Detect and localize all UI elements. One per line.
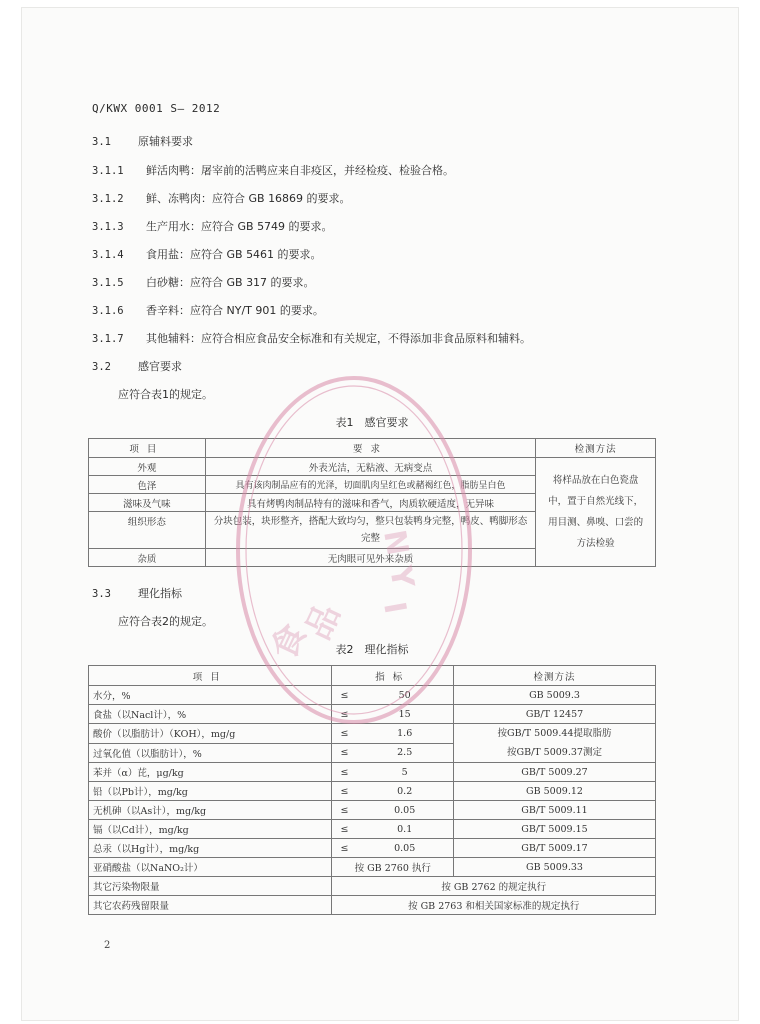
column-header: 指标 bbox=[332, 666, 454, 686]
clause-3-1-1 bbox=[92, 162, 454, 178]
column-header: 检测方法 bbox=[536, 439, 656, 458]
limit-cell: 2.5 bbox=[356, 743, 453, 763]
table-row bbox=[89, 820, 656, 839]
comparator-cell: ≤ bbox=[332, 763, 356, 782]
requirement-cell: 具有该肉制品应有的光泽，切面肌肉呈红色或赭褐红色，脂肪呈白色 bbox=[205, 476, 535, 494]
section-number: 3.2 bbox=[92, 361, 111, 373]
comparator-cell: ≤ bbox=[332, 743, 356, 763]
section-title: 原辅料要求 bbox=[138, 135, 193, 148]
item-cell: 其它污染物限量 bbox=[89, 877, 332, 896]
table-row bbox=[89, 724, 656, 744]
clause-text: 香辛料：应符合 NY/T 901 的要求。 bbox=[146, 304, 324, 317]
section-title: 理化指标 bbox=[138, 587, 182, 600]
clause-text: 其他辅料：应符合相应食品安全标准和有关规定，不得添加非食品原料和辅料。 bbox=[146, 332, 531, 345]
requirement-cell: 具有烤鸭肉制品特有的滋味和香气，肉质软硬适度，无异味 bbox=[205, 494, 535, 512]
limit-cell: 0.05 bbox=[356, 839, 453, 858]
clause-number: 3.1.6 bbox=[92, 305, 124, 317]
column-header: 项目 bbox=[89, 439, 206, 458]
table-row bbox=[89, 686, 656, 705]
limit-cell: 0.2 bbox=[356, 782, 453, 801]
clause-3-1-6 bbox=[92, 302, 324, 318]
method-cell bbox=[453, 724, 655, 763]
table-row bbox=[89, 705, 656, 724]
method-cell: GB 5009.33 bbox=[453, 858, 655, 877]
requirement-cell: 外表光洁，无粘液、无病变点 bbox=[205, 458, 535, 476]
table-row bbox=[89, 801, 656, 820]
item-cell: 水分，% bbox=[89, 686, 332, 705]
section-3-2-paragraph: 应符合表1的规定。 bbox=[118, 388, 213, 401]
item-cell: 无机砷（以As计），mg/kg bbox=[89, 801, 332, 820]
comparator-cell: ≤ bbox=[332, 820, 356, 839]
limit-cell: 1.6 bbox=[356, 724, 453, 744]
clause-number: 3.1.3 bbox=[92, 221, 124, 233]
item-cell: 铅（以Pb计），mg/kg bbox=[89, 782, 332, 801]
requirement-cell: 无肉眼可见外来杂质 bbox=[205, 549, 535, 567]
comparator-cell: ≤ bbox=[332, 801, 356, 820]
method-line: 按GB/T 5009.44提取脂肪 bbox=[497, 728, 612, 739]
column-header: 检测方法 bbox=[453, 666, 655, 686]
item-cell: 滋味及气味 bbox=[89, 494, 206, 512]
item-cell: 过氧化值（以脂肪计），% bbox=[89, 743, 332, 763]
method-cell: GB/T 5009.27 bbox=[453, 763, 655, 782]
section-title: 感官要求 bbox=[138, 360, 182, 373]
table-header-row bbox=[89, 666, 656, 686]
limit-cell: 按 GB 2760 执行 bbox=[332, 858, 454, 877]
item-cell: 食盐（以Nacl计），% bbox=[89, 705, 332, 724]
section-3-3-paragraph: 应符合表2的规定。 bbox=[118, 615, 213, 628]
item-cell: 色泽 bbox=[89, 476, 206, 494]
method-cell: GB/T 5009.17 bbox=[453, 839, 655, 858]
comparator-cell: ≤ bbox=[332, 686, 356, 705]
table-row bbox=[89, 839, 656, 858]
item-cell: 外观 bbox=[89, 458, 206, 476]
merged-cell: 按 GB 2762 的规定执行 bbox=[332, 877, 656, 896]
table-row bbox=[89, 782, 656, 801]
clause-3-1-7 bbox=[92, 330, 531, 346]
svg-text:N: N bbox=[376, 527, 415, 559]
item-cell: 总汞（以Hg计），mg/kg bbox=[89, 839, 332, 858]
merged-cell: 按 GB 2763 和相关国家标准的规定执行 bbox=[332, 896, 656, 915]
method-cell: GB/T 5009.15 bbox=[453, 820, 655, 839]
section-number: 3.3 bbox=[92, 588, 111, 600]
method-cell: 将样品放在白色瓷盘中，置于自然光线下，用目测、鼻嗅、口尝的方法检验 bbox=[536, 458, 656, 567]
clause-number: 3.1.5 bbox=[92, 277, 124, 289]
comparator-cell: ≤ bbox=[332, 839, 356, 858]
svg-text:食: 食 bbox=[263, 618, 315, 666]
clause-3-1-4 bbox=[92, 246, 322, 262]
clause-text: 生产用水：应符合 GB 5749 的要求。 bbox=[146, 220, 333, 233]
limit-cell: 50 bbox=[356, 686, 453, 705]
item-cell: 杂质 bbox=[89, 549, 206, 567]
comparator-cell: ≤ bbox=[332, 782, 356, 801]
limit-cell: 5 bbox=[356, 763, 453, 782]
section-3-2-heading bbox=[92, 358, 182, 374]
section-3-1-heading bbox=[92, 133, 193, 149]
limit-cell: 0.1 bbox=[356, 820, 453, 839]
clause-number: 3.1.7 bbox=[92, 333, 124, 345]
comparator-cell: ≤ bbox=[332, 705, 356, 724]
clause-3-1-3 bbox=[92, 218, 333, 234]
item-cell: 镉（以Cd计），mg/kg bbox=[89, 820, 332, 839]
method-cell: GB/T 12457 bbox=[453, 705, 655, 724]
svg-text:Y: Y bbox=[382, 563, 421, 591]
clause-3-1-2 bbox=[92, 190, 351, 206]
method-cell: GB 5009.12 bbox=[453, 782, 655, 801]
table-row bbox=[89, 858, 656, 877]
item-cell: 苯并（α）芘，μg/kg bbox=[89, 763, 332, 782]
document-code: Q/KWX 0001 S— 2012 bbox=[92, 102, 221, 115]
limit-cell: 0.05 bbox=[356, 801, 453, 820]
table-row bbox=[89, 763, 656, 782]
clause-number: 3.1.1 bbox=[92, 165, 124, 177]
clause-text: 食用盐：应符合 GB 5461 的要求。 bbox=[146, 248, 322, 261]
method-line: 按GB/T 5009.37测定 bbox=[507, 747, 602, 758]
table-sensory-requirements bbox=[88, 438, 656, 567]
page-number: 2 bbox=[104, 940, 111, 951]
requirement-cell: 分块包装，块形整齐，搭配大致均匀，整只包装鸭身完整，鸭皮、鸭脚形态完整 bbox=[205, 512, 535, 549]
table-row bbox=[89, 896, 656, 915]
table-row bbox=[89, 458, 656, 476]
clause-3-1-5 bbox=[92, 274, 315, 290]
method-cell: GB/T 5009.11 bbox=[453, 801, 655, 820]
item-cell: 酸价（以脂肪计）（KOH），mg/g bbox=[89, 724, 332, 744]
clause-number: 3.1.2 bbox=[92, 193, 124, 205]
limit-cell: 15 bbox=[356, 705, 453, 724]
section-number: 3.1 bbox=[92, 136, 111, 148]
item-cell: 其它农药残留限量 bbox=[89, 896, 332, 915]
item-cell: 组织形态 bbox=[89, 512, 206, 549]
clause-number: 3.1.4 bbox=[92, 249, 124, 261]
table-row bbox=[89, 877, 656, 896]
clause-text: 鲜活肉鸭：屠宰前的活鸭应来自非疫区，并经检疫、检验合格。 bbox=[146, 164, 454, 177]
method-cell: GB 5009.3 bbox=[453, 686, 655, 705]
svg-text:I: I bbox=[376, 599, 413, 617]
table2-title: 表2 理化指标 bbox=[335, 643, 409, 656]
clause-text: 鲜、冻鸭肉：应符合 GB 16869 的要求。 bbox=[146, 192, 351, 205]
column-header: 要求 bbox=[205, 439, 535, 458]
comparator-cell: ≤ bbox=[332, 724, 356, 744]
section-3-3-heading bbox=[92, 585, 182, 601]
clause-text: 白砂糖：应符合 GB 317 的要求。 bbox=[146, 276, 315, 289]
table-header-row bbox=[89, 439, 656, 458]
column-header: 项目 bbox=[89, 666, 332, 686]
svg-text:品: 品 bbox=[297, 598, 349, 646]
table-physicochemical-indicators bbox=[88, 665, 656, 915]
item-cell: 亚硝酸盐（以NaNO₂计） bbox=[89, 858, 332, 877]
table1-title: 表1 感官要求 bbox=[335, 416, 409, 429]
